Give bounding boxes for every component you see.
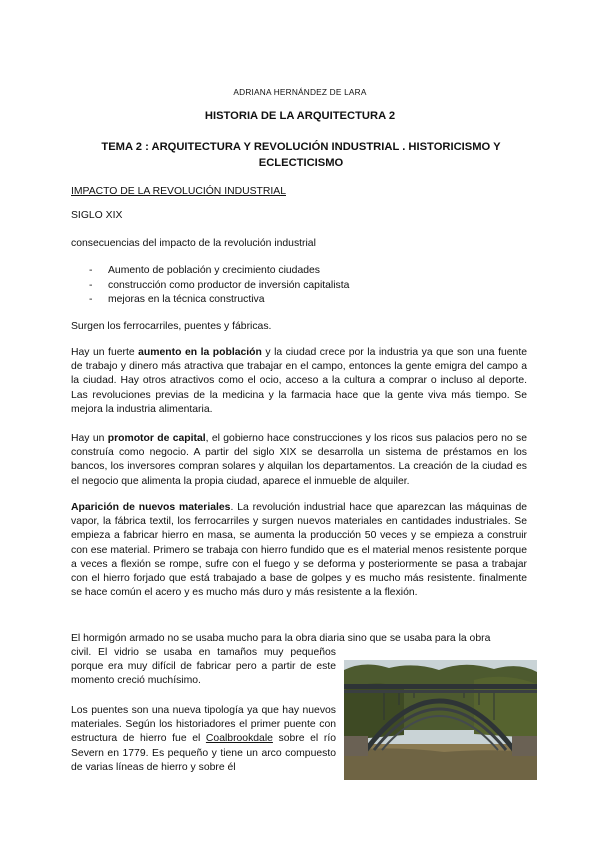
surgen-line: Surgen los ferrocarriles, puentes y fábricas. (71, 321, 272, 332)
list-item: - construcción como productor de inversión capitalista (89, 279, 349, 294)
paragraph-concrete-rest: civil. El vidrio se usaba en tamaños muy pequeños porque era muy difícil de fabricar pero a partir de este momento creció muchísimo. (71, 647, 336, 687)
document-title: HISTORIA DE LA ARQUITECTURA 2 (204, 110, 396, 122)
paragraph-concrete-line1: El hormigón armado no se usaba mucho para la obra diaria sino que se usaba para la obra (71, 633, 491, 644)
paragraph-text: y la ciudad crece por la industria ya que son una fuente de trabajo y dinero más atractiva que trabajar en el campo, entonces la gente emigra del campo a la ciudad. Hay otros atractivos como el ocio, acceso a la cultura a comprar o incluso al deporte. Las revoluciones previas de la medicina y la farmacia hace que la gente viva más tiempo. Se mejora la industria alimentaria. (71, 347, 527, 415)
paragraph-text: Hay un (71, 433, 108, 444)
list-item: - Aumento de población y crecimiento ciudades (89, 264, 349, 279)
paragraph-text: sobre el río Severn en 1779. Es pequeño y tiene un arco compuesto de varias líneas de hierro y sobre él (71, 733, 336, 773)
paragraph-text: , el gobierno hace construcciones y los ricos sus palacios pero no se construía como negocio. A partir del siglo XIX se desarrolla un sistema de préstamos en los bancos, los inversores compran solares y alquilan los departamentos. La creación de la ciudad es el negocio que alimenta la propia ciudad, aparece el inmueble de alquiler. (71, 433, 527, 487)
list-item: - mejoras en la técnica constructiva (89, 293, 349, 308)
bridge-name-underlined: Coalbrookdale (205, 733, 273, 745)
author-name: ADRIANA HERNÁNDEZ DE LARA (233, 87, 367, 97)
paragraph-text: . La revolución industrial hace que aparezcan las máquinas de vapor, la fábrica textil, los ferrocarriles y surgen nuevos materiales en cantidades industriales. Se empieza a fabricar hierro en masa, se aumenta la producción 50 veces y se empieza a construir con ese material. Primero se trabaja con hierro fundido que es el material menos resistente porque a veces a flexión se rompe, sufre con el fuego y se deforma y posteriormente se pasa a trabajar con el hierro forjado que está trabajado a base de golpes y es mucho más resistente. finalmente se hace común el acero y es mucho más duro y más resistente a la flexión. (71, 502, 528, 599)
paragraph-materials (71, 501, 527, 600)
intro-line: consecuencias del impacto de la revolución industrial (71, 238, 316, 249)
paragraph-capital (71, 432, 527, 489)
paragraph-text: Hay un fuerte (71, 347, 139, 358)
paragraph-bridges (71, 704, 336, 775)
consequences-list (89, 264, 349, 308)
iron-bridge-photo (344, 660, 537, 780)
bold-term: aumento en la población (138, 347, 262, 358)
iron-bridge-illustration (344, 660, 537, 780)
bold-term: Aparición de nuevos materiales (71, 502, 231, 513)
paragraph-population (71, 346, 527, 417)
section-heading: IMPACTO DE LA REVOLUCIÓN INDUSTRIAL (71, 186, 286, 197)
century-label: SIGLO XIX (71, 210, 123, 221)
paragraph-text: Los puentes son una nueva tipología ya que hay nuevos materiales. Según los historiadores el primer puente con estructura de hierro fue el (71, 705, 336, 745)
topic-title: TEMA 2 : ARQUITECTURA Y REVOLUCIÓN INDUSTRIAL . HISTORICISMO Y ECLECTICISMO (101, 141, 501, 169)
bold-term: promotor de capital (107, 433, 206, 444)
